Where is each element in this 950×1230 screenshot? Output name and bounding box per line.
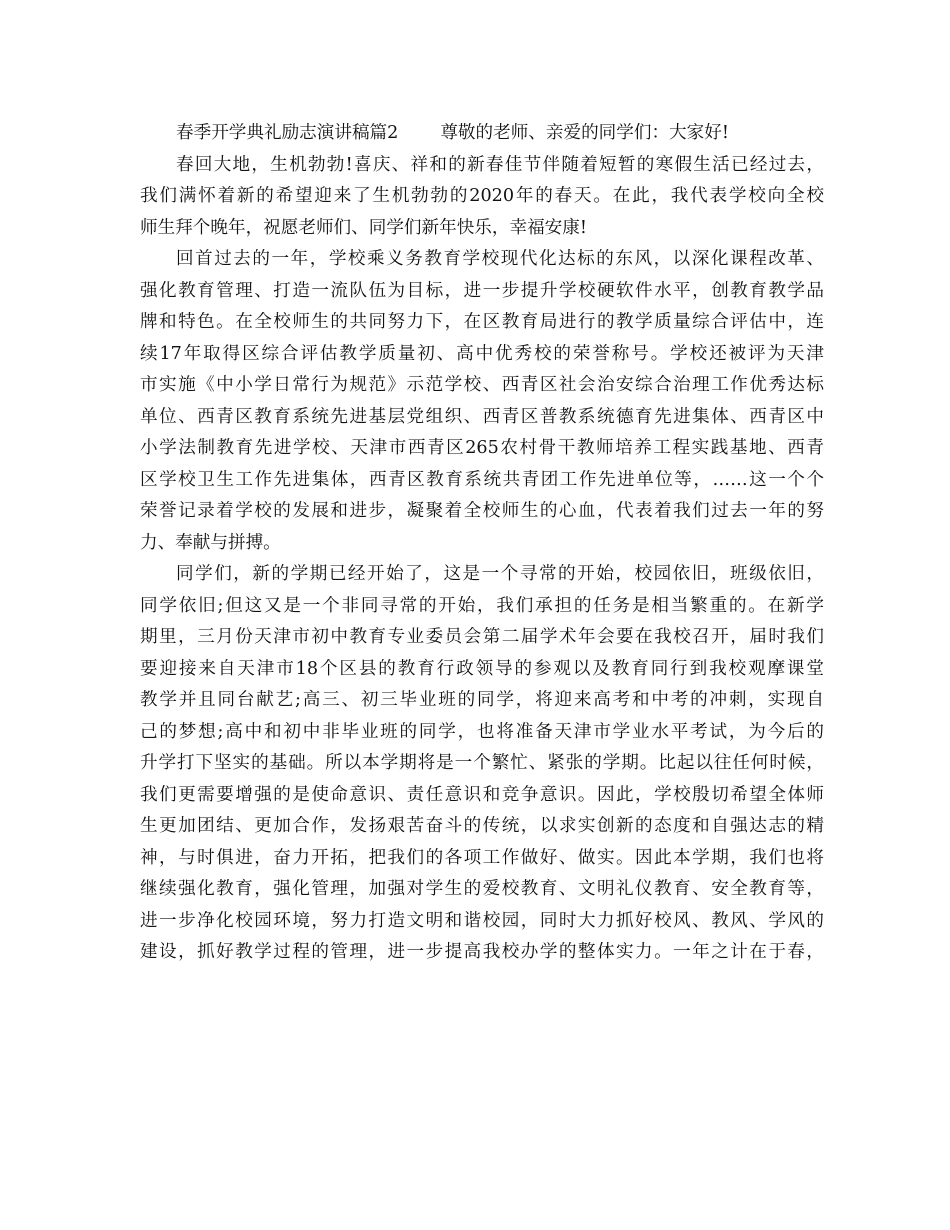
paragraph-1 bbox=[140, 150, 824, 245]
paragraph-line: 回首过去的一年，学校乘义务教育学校现代化达标的东风，以深化课程改革、 bbox=[176, 249, 824, 269]
paragraph-line: 要迎接来自天津市18个区县的教育行政领导的参观以及教育同行到我校观摩课堂 bbox=[140, 658, 824, 679]
paragraph-line: 我们更需要增强的是使命意识、责任意识和竞争意识。因此，学校殷切希望全体师 bbox=[140, 784, 824, 805]
title-line bbox=[140, 118, 824, 150]
document-body bbox=[140, 118, 824, 969]
paragraph-line: 神，与时俱进，奋力开拓，把我们的各项工作做好、做实。因此本学期，我们也将 bbox=[140, 847, 824, 868]
paragraph-line: 继续强化教育，强化管理，加强对学生的爱校教育、文明礼仪教育、安全教育等， bbox=[140, 879, 824, 899]
document-title: 春季开学典礼励志演讲稿篇2 bbox=[176, 123, 399, 143]
paragraph-2 bbox=[140, 244, 824, 559]
paragraph-line: 升学打下坚实的基础。所以本学期将是一个繁忙、紧张的学期。比起以往任何时候， bbox=[140, 753, 824, 773]
paragraph-line: 生更加团结、更加合作，发扬艰苦奋斗的传统，以求实创新的态度和自强达志的精 bbox=[140, 816, 824, 836]
paragraph-line: 牌和特色。在全校师生的共同努力下，在区教育局进行的教学质量综合评估中，连 bbox=[140, 312, 824, 332]
paragraph-line: 力、奉献与拼搏。 bbox=[140, 532, 281, 553]
paragraph-line: 期里，三月份天津市初中教育专业委员会第二届学术年会要在我校召开，届时我们 bbox=[140, 627, 824, 647]
paragraph-line: 己的梦想;高中和初中非毕业班的同学，也将准备天津市学业水平考试，为今后的 bbox=[140, 721, 824, 742]
paragraph-line: 市实施《中小学日常行为规范》示范学校、西青区社会治安综合治理工作优秀达标 bbox=[140, 375, 824, 395]
paragraph-3 bbox=[140, 559, 824, 969]
paragraph-line: 荣誉记录着学校的发展和进步，凝聚着全校师生的心血，代表着我们过去一年的努 bbox=[140, 501, 824, 521]
paragraph-line: 同学们，新的学期已经开始了，这是一个寻常的开始，校园依旧，班级依旧， bbox=[176, 564, 824, 584]
paragraph-line: 区学校卫生工作先进集体，西青区教育系统共青团工作先进单位等，……这一个个 bbox=[140, 469, 824, 490]
paragraph-line: 进一步净化校园环境，努力打造文明和谐校园，同时大力抓好校风、教风、学风的 bbox=[140, 910, 824, 931]
paragraph-line: 强化教育管理、打造一流队伍为目标，进一步提升学校硬软件水平，创教育教学品 bbox=[140, 280, 824, 301]
paragraph-line: 建设，抓好教学过程的管理，进一步提高我校办学的整体实力。一年之计在于春， bbox=[140, 942, 824, 962]
salutation: 尊敬的老师、亲爱的同学们：大家好! bbox=[440, 123, 729, 143]
paragraph-line: 续17年取得区综合评估教学质量初、高中优秀校的荣誉称号。学校还被评为天津 bbox=[140, 343, 824, 364]
paragraph-line: 师生拜个晚年，祝愿老师们、同学们新年快乐，幸福安康! bbox=[140, 217, 587, 238]
paragraph-line: 小学法制教育先进学校、天津市西青区265农村骨干教师培养工程实践基地、西青 bbox=[140, 438, 824, 458]
paragraph-line: 单位、西青区教育系统先进基层党组织、西青区普教系统德育先进集体、西青区中 bbox=[140, 406, 824, 427]
paragraph-line: 同学依旧;但这又是一个非同寻常的开始，我们承担的任务是相当繁重的。在新学 bbox=[140, 595, 824, 616]
paragraph-line: 教学并且同台献艺;高三、初三毕业班的同学，将迎来高考和中考的冲刺，实现自 bbox=[140, 690, 824, 710]
paragraph-line: 春回大地，生机勃勃!喜庆、祥和的新春佳节伴随着短暂的寒假生活已经过去， bbox=[176, 154, 824, 175]
paragraph-line: 我们满怀着新的希望迎来了生机勃勃的2020年的春天。在此，我代表学校向全校 bbox=[140, 186, 824, 206]
